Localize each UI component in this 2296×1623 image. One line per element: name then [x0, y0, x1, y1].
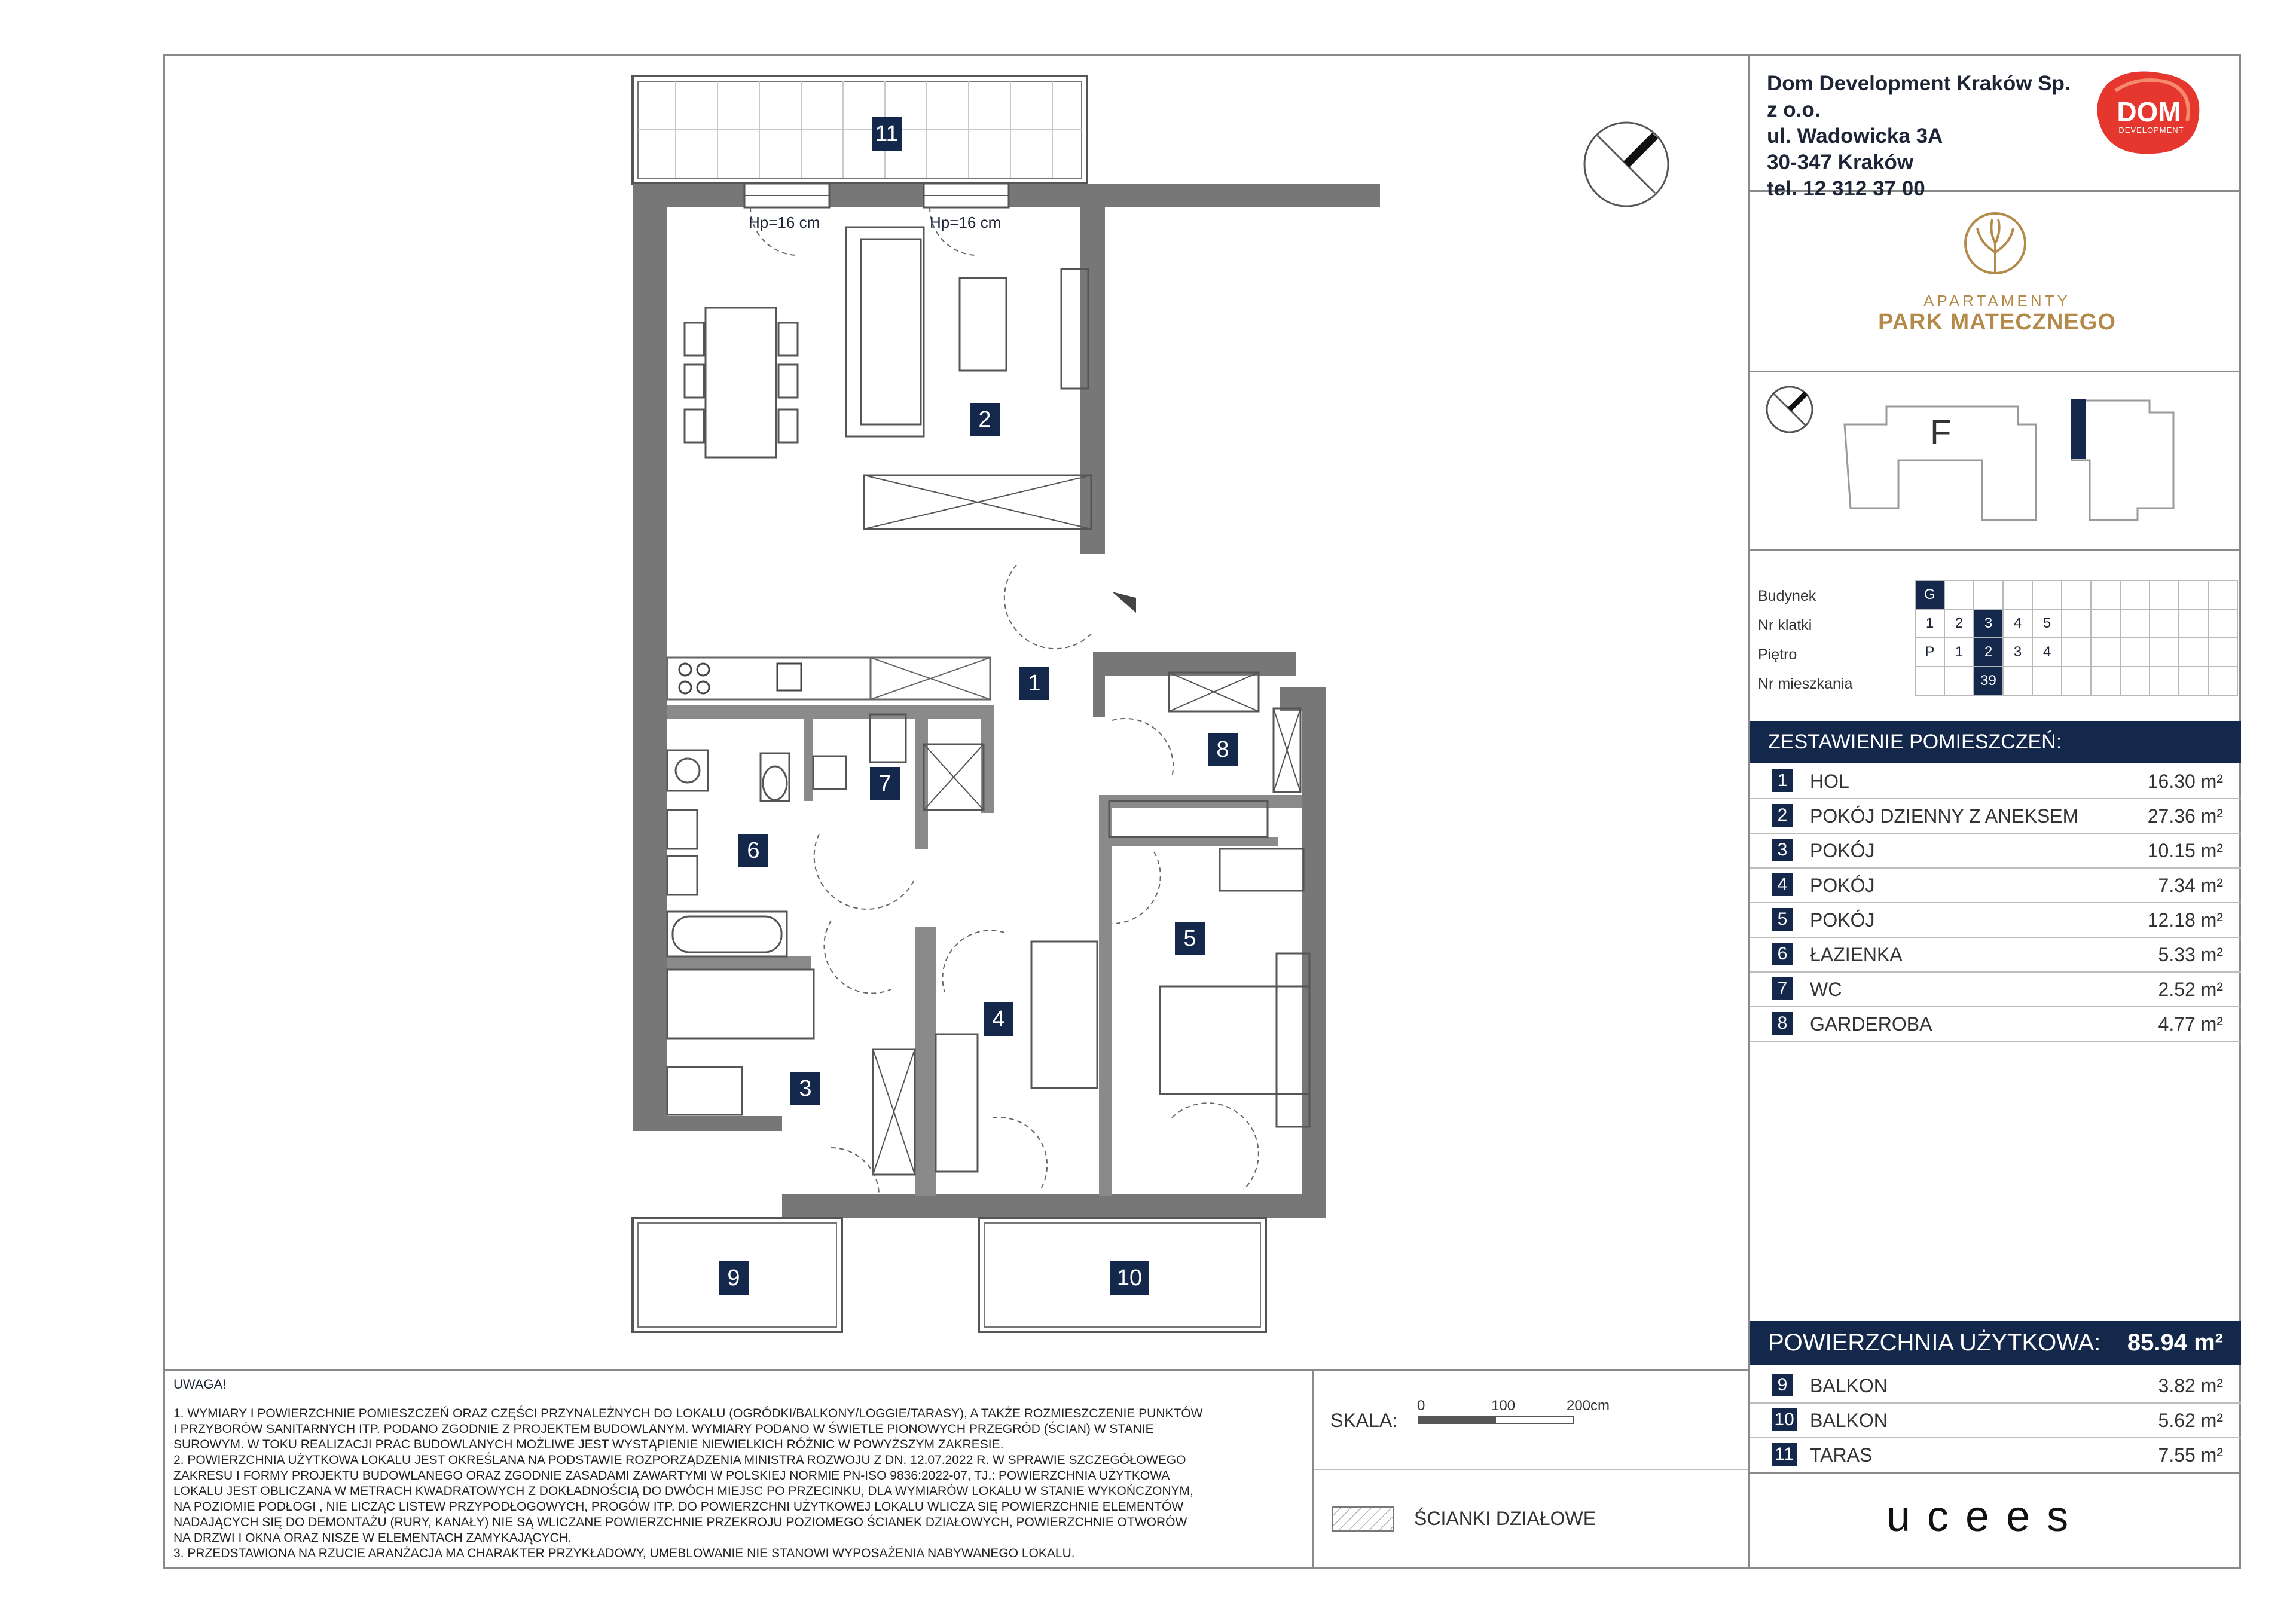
grid-cell: 3 — [1974, 609, 2003, 638]
room-row — [1750, 973, 2241, 1006]
total-value: 85.94 m² — [2127, 1329, 2223, 1356]
grid-cell — [2120, 638, 2150, 667]
room-num: 7 — [1772, 977, 1793, 1000]
grid-cell — [2208, 638, 2237, 667]
grid-cell — [2150, 667, 2179, 695]
company-block — [1767, 71, 2078, 202]
grid-cell — [2208, 667, 2237, 695]
room-num: 3 — [1772, 839, 1793, 861]
partition-hatch-swatch — [1332, 1506, 1394, 1532]
grid-cell — [2179, 667, 2208, 695]
grid-cell — [2179, 609, 2208, 638]
grid-cell — [2150, 580, 2179, 609]
scale-bar — [1418, 1416, 1574, 1424]
grid-cell — [2208, 580, 2237, 609]
total-label: POWIERZCHNIA UŻYTKOWA: — [1768, 1329, 2101, 1356]
ucees-logo-text: ucees — [1886, 1493, 2086, 1541]
grid-label-budynek: Budynek — [1758, 588, 1816, 604]
grid-cell — [2120, 580, 2150, 609]
room-name: TARAS — [1810, 1444, 1873, 1466]
grid-cell: P — [1915, 638, 1944, 667]
room-label-3: 3 — [790, 1072, 820, 1105]
bathroom-fixtures — [667, 750, 789, 956]
tree-emblem-icon — [1962, 210, 2028, 282]
room-label-4: 4 — [984, 1002, 1013, 1036]
room-label-5: 5 — [1175, 922, 1205, 955]
room-num: 6 — [1772, 943, 1793, 965]
note-line: ZAKRESU I FORMY PROJEKTU BUDOWLANEGO ORAZ ZGODNIE ZASADAMI ZAWARTYMI W POLSKIEJ NORMIE PN-ISO 9836:2022-07, TJ.: POWIERZCHNIA UŻYTKOWA — [173, 1469, 1170, 1483]
summary-heading: ZESTAWIENIE POMIESZCZEŃ: — [1750, 721, 2241, 763]
room-name: BALKON — [1810, 1410, 1888, 1431]
scale-tick-0: 0 — [1417, 1398, 1425, 1414]
note-line: 1. WYMIARY I POWIERZCHNIE POMIESZCZEŃ ORAZ CZĘŚCI PRZYNALEŻNYCH DO LOKALU (OGRÓDKI/BALKONY/LOGGIE/TARASY), A TAKŻE ROZMIESZCZENIE PUNKTÓW — [173, 1407, 1203, 1420]
grid-cell: G — [1915, 580, 1944, 609]
note-line: I PRZYBORÓW SANITARNYCH ITP. PODANO ZGODNIE Z PROJEKTEM BUDOWLANYM. WYMIARY PODANO W ŚWIETLE PIONOWYCH PRZEGRÓD (ŚCIAN) W STANIE — [173, 1422, 1154, 1436]
terrace-11 — [633, 76, 1087, 184]
grid-cell — [1974, 580, 2003, 609]
company-phone: tel. 12 312 37 00 — [1767, 177, 1925, 200]
grid-cell — [1944, 580, 1974, 609]
note-line: SUROWYM. W TOKU REALIZACJI PRAC BUDOWLANYCH MOŻLIWE JEST WYSTĄPIENIE NIEWIELKICH RÓŻNIC W POWYŻSZYM ZAKRESIE. — [173, 1438, 1004, 1451]
grid-cell — [2003, 580, 2032, 609]
grid-cell — [2179, 580, 2208, 609]
notes-body — [173, 1406, 1303, 1561]
grid-cell — [2062, 609, 2091, 638]
total-area-bar — [1750, 1321, 2241, 1365]
room-num: 4 — [1772, 873, 1793, 896]
room-label-9: 9 — [719, 1261, 749, 1295]
room-area: 7.34 m² — [2158, 875, 2223, 896]
room-name: BALKON — [1810, 1375, 1888, 1396]
scale-tick-100: 100 — [1491, 1398, 1516, 1414]
room-name: WC — [1810, 979, 1842, 1000]
note-line: 3. PRZEDSTAWIONA NA RZUCIE ARANŻACJA MA CHARAKTER PRZYKŁADOWY, UMEBLOWANIE NIE STANOWI WYPOSAŻENIA NABYWANEGO LOKALU. — [173, 1546, 1075, 1560]
grid-cell: 2 — [1974, 638, 2003, 667]
floor-plan — [163, 54, 1748, 1387]
room-row — [1750, 765, 2241, 798]
company-name: Dom Development Kraków Sp. z o.o. — [1767, 72, 2071, 121]
grid-cell: 4 — [2032, 638, 2062, 667]
room-area: 10.15 m² — [2147, 840, 2223, 861]
room-name: POKÓJ — [1810, 840, 1875, 861]
window-note-1: Hp=16 cm — [749, 213, 820, 231]
room-row — [1750, 903, 2241, 937]
room-label-7: 7 — [870, 767, 900, 800]
room-area: 16.30 m² — [2147, 771, 2223, 792]
room-num: 8 — [1772, 1012, 1793, 1035]
scale-tick-200: 200cm — [1567, 1398, 1610, 1414]
company-city: 30-347 Kraków — [1767, 151, 1914, 174]
living-furniture — [685, 227, 1091, 529]
grid-cell — [2091, 638, 2120, 667]
key-plan — [1839, 389, 2227, 526]
grid-cell — [2120, 667, 2150, 695]
note-line: NA DRZWI I OKNA ORAZ NISZE W ELEMENTACH ZAMYKAJĄCYCH. — [173, 1531, 572, 1545]
room-name: POKÓJ — [1810, 875, 1875, 896]
room-row — [1750, 938, 2241, 971]
room-name: GARDEROBA — [1810, 1013, 1932, 1035]
notes-title: UWAGA! — [173, 1377, 227, 1392]
room-area: 2.52 m² — [2158, 979, 2223, 1000]
compass-icon — [1578, 117, 1674, 212]
grid-cell — [2062, 580, 2091, 609]
room-area: 5.62 m² — [2158, 1410, 2223, 1431]
extra-row — [1750, 1369, 2241, 1402]
note-line: NADAJĄCYCH SIĘ DO DEMONTAŻU (RURY, KANAŁY) NIE SĄ WLICZANE POWIERZCHNIE PRZEKROJU POZIOMEGO ŚCIANEK DZIAŁOWYCH, POWIERZCHNIE OTWORÓW — [173, 1515, 1187, 1529]
info-grid — [1915, 580, 2238, 696]
room-row — [1750, 1007, 2241, 1041]
grid-cell: 5 — [2032, 609, 2062, 638]
room-area: 5.33 m² — [2158, 944, 2223, 965]
kitchen — [667, 658, 990, 699]
note-line: NA POZIOMIE PODŁOGI , NIE LICZĄC LISTEW PRZYPODŁOGOWYCH, PROGÓW ITP. DO POWIERZCHNI UŻYTKOWEJ LOKALU WLICZA SIĘ POWIERZCHNIE ELEMENTÓW — [173, 1500, 1184, 1514]
logo-main-text: DOM — [2117, 96, 2181, 127]
grid-cell — [2091, 580, 2120, 609]
ucees-logo — [1886, 1493, 2114, 1541]
grid-cell — [2091, 667, 2120, 695]
grid-cell — [2208, 609, 2237, 638]
room-area: 3.82 m² — [2158, 1375, 2223, 1396]
dom-development-logo — [2089, 67, 2206, 157]
grid-label-klatka: Nr klatki — [1758, 617, 1812, 634]
room-num: 5 — [1772, 908, 1793, 931]
grid-cell — [2032, 580, 2062, 609]
grid-cell — [2150, 609, 2179, 638]
grid-cell: 1 — [1915, 609, 1944, 638]
room-row — [1750, 834, 2241, 867]
room-area: 7.55 m² — [2158, 1444, 2223, 1466]
compass-small-icon — [1763, 383, 1816, 436]
grid-cell — [2003, 667, 2032, 695]
extra-row — [1750, 1438, 2241, 1472]
key-plan-building-letter: F — [1930, 413, 1952, 452]
room-label-10: 10 — [1110, 1261, 1149, 1295]
grid-cell — [2032, 667, 2062, 695]
note-line: LOKALU JEST OBLICZANA W METRACH KWADRATOWYCH Z DOKŁADNOŚCIĄ DO DWÓCH MIEJSC PO PRZECINKU, DLA WYMIARÓW LOKALU W STANIE WYKOŃCZONYM, — [173, 1484, 1193, 1498]
extra-row — [1750, 1404, 2241, 1437]
window-note-2: Hp=16 cm — [930, 213, 1002, 231]
entrance-arrow — [1112, 592, 1136, 613]
grid-label-mieszkanie: Nr mieszkania — [1758, 676, 1853, 692]
grid-cell — [2120, 609, 2150, 638]
project-line2: PARK MATECZNEGO — [1878, 310, 2116, 335]
grid-cell: 2 — [1944, 609, 1974, 638]
room-num: 1 — [1772, 769, 1793, 792]
room-num: 10 — [1772, 1408, 1797, 1431]
grid-cell — [2062, 638, 2091, 667]
room-num: 11 — [1772, 1443, 1797, 1466]
room-area: 12.18 m² — [2147, 909, 2223, 931]
room-area: 27.36 m² — [2147, 805, 2223, 827]
room-name: POKÓJ — [1810, 909, 1875, 931]
room-label-11: 11 — [872, 117, 902, 151]
room-label-1: 1 — [1019, 667, 1049, 700]
grid-cell — [1944, 667, 1974, 695]
grid-cell: 3 — [2003, 638, 2032, 667]
grid-cell: 1 — [1944, 638, 1974, 667]
room-num: 2 — [1772, 804, 1793, 827]
room-label-8: 8 — [1208, 733, 1238, 766]
grid-label-pietro: Piętro — [1758, 646, 1797, 663]
room-num: 9 — [1772, 1374, 1793, 1396]
grid-cell: 4 — [2003, 609, 2032, 638]
grid-cell — [1915, 667, 1944, 695]
grid-cell — [2179, 638, 2208, 667]
grid-cell — [2062, 667, 2091, 695]
room-label-2: 2 — [970, 403, 1000, 436]
partition-legend-label: ŚCIANKI DZIAŁOWE — [1414, 1508, 1596, 1529]
scale-label: SKALA: — [1330, 1410, 1398, 1431]
room-row — [1750, 799, 2241, 833]
grid-cell: 39 — [1974, 667, 2003, 695]
doors — [750, 207, 1259, 1196]
company-street: ul. Wadowicka 3A — [1767, 124, 1943, 148]
note-line: 2. POWIERZCHNIA UŻYTKOWA LOKALU JEST OKREŚLANA NA PODSTAWIE ROZPORZĄDZENIA MINISTRA ROZWOJU Z DN. 12.07.2022 R. W SPRAWIE SZCZEGÓŁOWEGO — [173, 1453, 1186, 1467]
room-row — [1750, 869, 2241, 902]
room-name: POKÓJ DZIENNY Z ANEKSEM — [1810, 805, 2079, 827]
room-name: HOL — [1810, 771, 1849, 792]
room-name: ŁAZIENKA — [1810, 944, 1903, 965]
room-area: 4.77 m² — [2158, 1013, 2223, 1035]
room-label-6: 6 — [738, 834, 768, 867]
logo-sub-text: DEVELOPMENT — [2118, 126, 2184, 135]
project-line1: APARTAMENTY — [1923, 292, 2071, 310]
grid-cell — [2091, 609, 2120, 638]
grid-cell — [2150, 638, 2179, 667]
